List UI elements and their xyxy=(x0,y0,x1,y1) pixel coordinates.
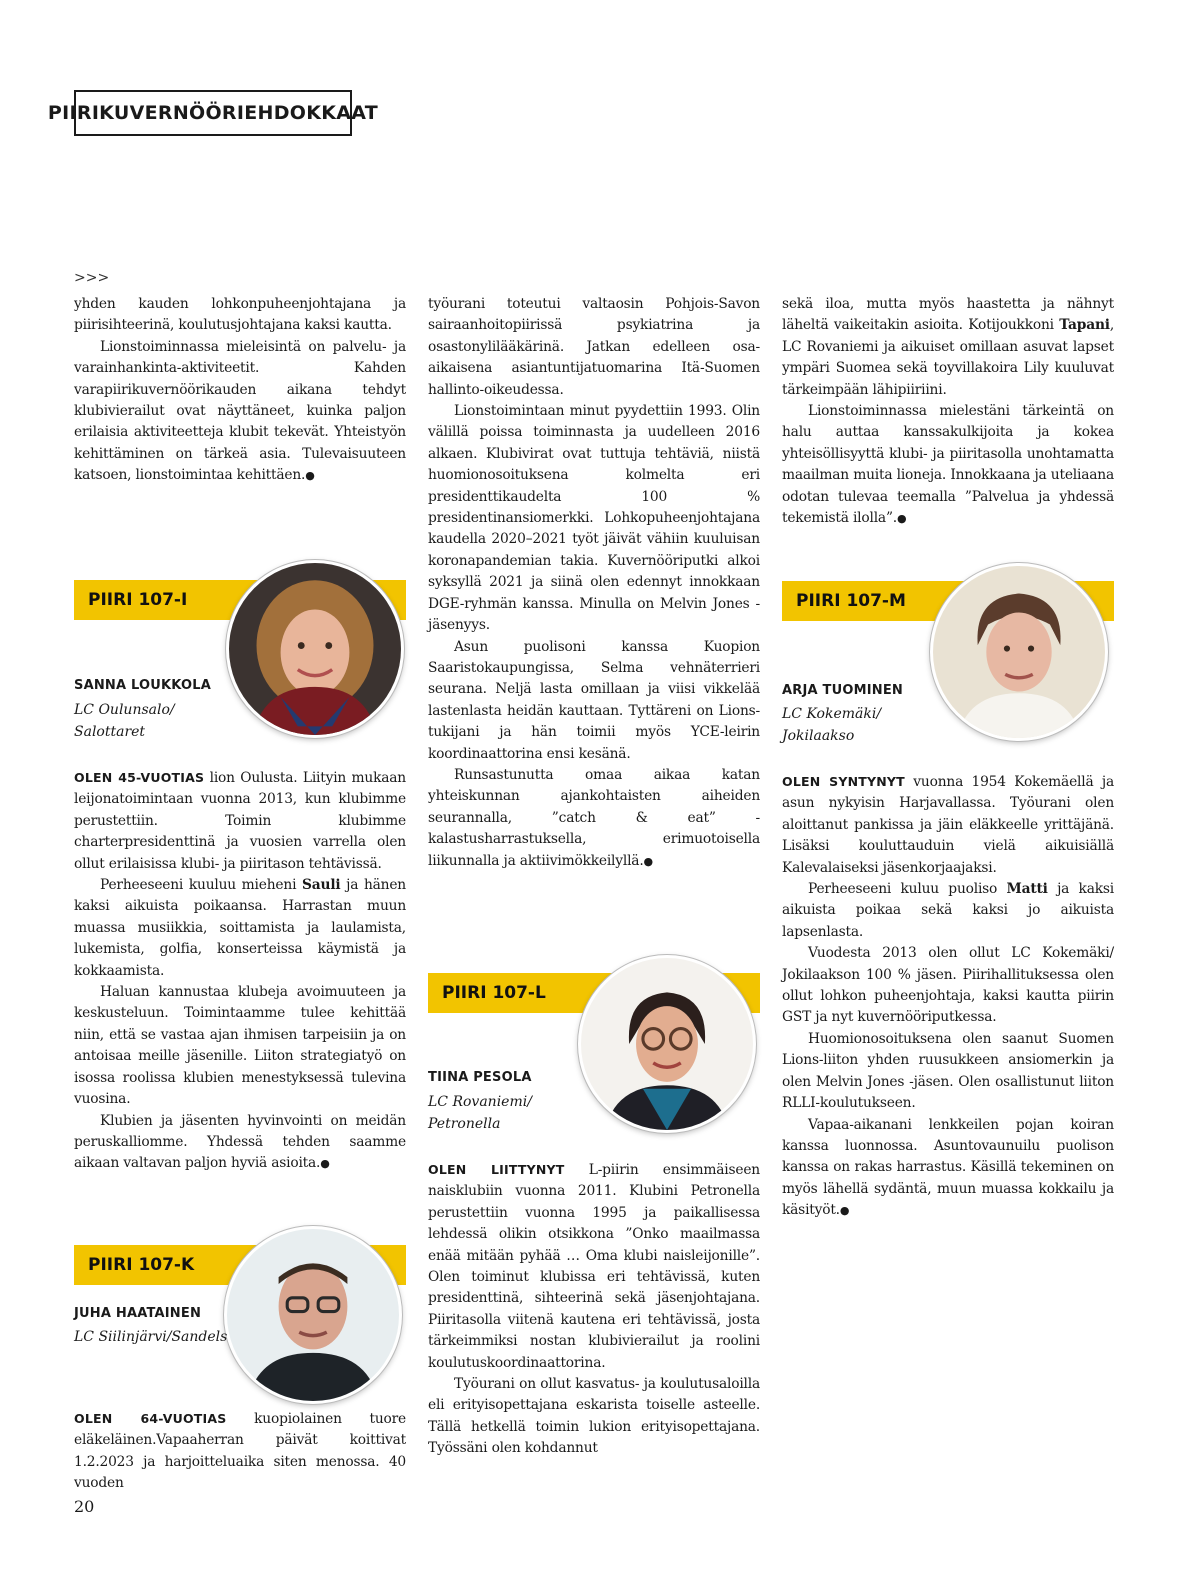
candidate-paragraph: työurani toteutui valtaosin Pohjois-Savon sairaanhoitopiirissä psykiatrina ja osastonylilääkärinä. Jatkan edelleen osa-aikaisena asiantuntijatuomarina Itä-Suomen hallinto-oikeudessa. xyxy=(428,296,760,398)
district-band-i: PIIRI 107-I xyxy=(74,580,406,620)
candidate-paragraph: sekä iloa, mutta myös haastetta ja nähnyt läheltä vaikeitakin asioita. Kotijoukkoni Tapani, LC Rovaniemi ja aikuiset omillaan asuvat lapset ympäri Suomea sekä toyvillakoira Lily kuuluvat tärkeimpään lähipiiriini. xyxy=(782,296,1114,398)
spouse-name: Tapani xyxy=(1059,317,1110,334)
candidate-paragraph: Perheeseeni kuluu puoliso Matti ja kaksi aikuista poikaa sekä kaksi jo aikuista lapsenlasta. xyxy=(782,881,1114,940)
candidate-name: TIINA PESOLA xyxy=(428,1070,532,1085)
end-bullet: ● xyxy=(839,1204,850,1218)
spouse-name: Matti xyxy=(1006,881,1048,898)
woman-with-glasses-portrait-icon xyxy=(581,958,753,1130)
candidate-k xyxy=(74,1226,406,1402)
intro-paragraph: yhden kauden lohkonpuheenjohtajana ja piirisihteerinä, koulutusjohtajana kaksi kautta. xyxy=(74,296,406,334)
column-3 xyxy=(782,294,1114,529)
section-label: PIIRIKUVERNÖÖRIEHDOKKAAT xyxy=(74,90,352,136)
candidate-paragraph: OLEN LIITTYNYT L-piirin ensimmäiseen naisklubiin vuonna 2011. Klubini Petronella perustettiin vuonna 1995 ja paikallisessa lehdessä olikin otsikkona ”Onko maailmassa enää mitään pyhää … Oma klubi naisleijonille”. Olen toiminut klubissa eri tehtävissä, kuten presidenttinä, sihteerinä sekä jäsenjohtajana. Piiritasolla viitenä kautena eri tehtävissä, josta tärkeimmiksi nostan klubivierailut ja roolini koulutuskoordinaattorina. xyxy=(428,1162,760,1371)
lead-in: OLEN 64-VUOTIAS xyxy=(74,1411,227,1426)
elderly-woman-portrait-icon xyxy=(933,566,1105,738)
portrait-juha xyxy=(224,1226,402,1404)
end-bullet: ● xyxy=(305,469,315,483)
column-1 xyxy=(74,294,406,487)
portrait-tiina xyxy=(578,955,756,1133)
lead-in: OLEN 45-VUOTIAS xyxy=(74,770,205,785)
candidate-paragraph: Huomionosoituksena olen saanut Suomen Lions-liiton yhden ruusukkeen ansiomerkin ja olen Melvin Jones -jäsen. Olen osallistunut liiton RLLI-koulutukseen. xyxy=(782,1030,1114,1112)
district-band-l: PIIRI 107-L xyxy=(428,973,760,1013)
candidate-club: LC Oulunsalo/ Salottaret xyxy=(74,702,175,740)
column-2 xyxy=(428,294,760,872)
candidate-paragraph: Lionstoimintaan minut pyydettiin 1993. Olin välillä poissa toiminnasta ja uudelleen 2016 alkaen. Klubivirat ovat tuttuja tehtäviä, niistä huomionosoituksena kolmelta eri presidenttikaudelta 100 % presidentinansiomerkki. Lohkopuheenjohtajana kaudella 2020–2021 työt jäivät vähiin kuuluisan koronapandemian takia. Kuvernööriputki alkoi syksyllä 2021 ja siinä olen edennyt innokkaan DGE-ryhmän kanssa. Minulla on Melvin Jones -jäsenyys. xyxy=(428,403,760,634)
candidate-l-text xyxy=(428,1159,760,1460)
candidate-l xyxy=(428,955,760,1145)
candidate-club: LC Kokemäki/ Jokilaakso xyxy=(782,706,882,744)
continuation-mark: >>> xyxy=(74,270,110,286)
end-bullet: ● xyxy=(643,854,653,868)
candidate-i-text xyxy=(74,767,406,1175)
candidate-paragraph: OLEN 64-VUOTIAS kuopiolainen tuore eläkeläinen.Vapaaherran päivät koittivat 1.2.2023 ja harjoitteluaika siten menossa. 40 vuoden xyxy=(74,1411,407,1492)
intro-paragraph: Lionstoiminnassa mieleisintä on palvelu- ja varainhankinta-aktiviteetit. Kahden varapiirikuvernöörikauden aikana tehdyt klubivierailut ovat näyttäneet, kuinka paljon erilaisia aktiviteetteja klubit tekevät. Yhteistyön kehittäminen on tärkeä asia. Tulevaisuuteen katsoen, lionstoimintaa kehittäen.● xyxy=(74,338,406,484)
candidate-paragraph: Haluan kannustaa klubeja avoimuuteen ja keskusteluun. Toimintaamme tulee kehittää niin, että se vastaa ajan ihmisen tarpeisiin ja on antoisaa meille jäsenille. Liiton strategiatyö on isossa roolissa klubien menestyksessä tulevina vuosina. xyxy=(74,984,406,1108)
candidate-paragraph: Vapaa-aikanani lenkkeilen pojan koiran kanssa luonnossa. Asuntovaunuilu puolison kanssa on rakas harrastus. Käsillä tekeminen on myös lähellä sydäntä, muun muassa kokkailu ja käsityöt.● xyxy=(782,1116,1114,1219)
candidate-paragraph: Perheeseeni kuuluu mieheni Sauli ja hänen kaksi aikuista poikaansa. Harrastan muun muassa musiikkia, soittamista ja laulamista, lukemista, golfia, konserteissa käymistä ja kokkaamista. xyxy=(74,877,406,979)
candidate-m xyxy=(782,563,1114,763)
woman-portrait-icon xyxy=(229,563,401,735)
candidate-club: LC Rovaniemi/ Petronella xyxy=(428,1094,532,1132)
portrait-arja xyxy=(930,563,1108,741)
man-portrait-icon xyxy=(227,1229,399,1401)
district-band-k: PIIRI 107-K xyxy=(74,1245,406,1285)
candidate-name: ARJA TUOMINEN xyxy=(782,683,903,698)
candidate-paragraph: OLEN 45-VUOTIAS lion Oulusta. Liityin mukaan leijonatoimintaan vuonna 2013, kun klubimme perustettiin. Toimin klubimme charterpresidenttinä ja vuosien varrella olen ollut erilaisissa klubi- ja piiritason tehtävissä. xyxy=(74,770,406,872)
page-number: 20 xyxy=(74,1497,95,1516)
candidate-k-text xyxy=(74,1408,406,1495)
candidate-club: LC Siilinjärvi/Sandels xyxy=(74,1329,228,1345)
candidate-paragraph: Runsastunutta omaa aikaa katan yhteiskunnan ajankohtaisten aiheiden seurannalla, ”catch & eat” -kalastusharrastuksella, erimuotoisella liikunnalla ja aktiivimökkeilyllä.● xyxy=(428,766,760,869)
candidate-m-text xyxy=(782,771,1114,1222)
portrait-sanna xyxy=(226,560,404,738)
candidate-name: JUHA HAATAINEN xyxy=(74,1306,202,1321)
lead-in: OLEN LIITTYNYT xyxy=(428,1162,565,1177)
lead-in: OLEN SYNTYNYT xyxy=(782,774,905,789)
candidate-paragraph: Klubien ja jäsenten hyvinvointi on meidän peruskalliomme. Yhdessä tehden saamme aikaan valtavan paljon hyviä asioita.● xyxy=(74,1112,406,1172)
candidate-paragraph: Lionstoiminnassa mielestäni tärkeintä on halu auttaa kanssakulkijoita ja kokea yhteisöllisyyttä klubi- ja piiritasolla unohtamatta maailman muita lioneja. Innokkaana ja uteliaana odotan tulevaa teemalla ”Palvelua ja yhdessä tekemistä ilolla”.● xyxy=(782,403,1114,527)
candidate-name: SANNA LOUKKOLA xyxy=(74,678,211,693)
candidate-paragraph: Asun puolisoni kanssa Kuopion Saaristokaupungissa, Selma vehnäterrieri seurana. Neljä lasta omillaan ja viisi vikkelää lastenlasta heidän kauttaan. Tyttäreni on Lions-tukijani ja hän toimii myös YCE-leirin koordinaattorina ensi kesänä. xyxy=(428,638,760,762)
candidate-paragraph: Vuodesta 2013 olen ollut LC Kokemäki/ Jokilaakson 100 % jäsen. Piirihallituksessa olen ollut lohkon puheenjohtaja, kaksi kautta piirin GST ja nyt kuvernööriputkessa. xyxy=(782,945,1114,1026)
spouse-name: Sauli xyxy=(302,877,341,894)
candidate-paragraph: OLEN SYNTYNYT vuonna 1954 Kokemäellä ja asun nykyisin Harjavallassa. Työurani olen aloittanut pankissa ja jäin eläkkeelle yrittäjänä. Lisäksi kouluttauduin vielä aikuisiällä Kalevalaiseksi jäsenkorjaajaksi. xyxy=(782,774,1115,876)
district-band-m: PIIRI 107-M xyxy=(782,581,1114,621)
end-bullet: ● xyxy=(320,1157,330,1171)
end-bullet: ● xyxy=(897,512,907,526)
candidate-i xyxy=(74,560,406,770)
candidate-paragraph: Työurani on ollut kasvatus- ja koulutusaloilla eli erityisopettajana eskarista toiselle asteelle. Tällä hetkellä toimin lukion erityisopettajana. Työssäni olen kohdannut xyxy=(428,1376,760,1457)
